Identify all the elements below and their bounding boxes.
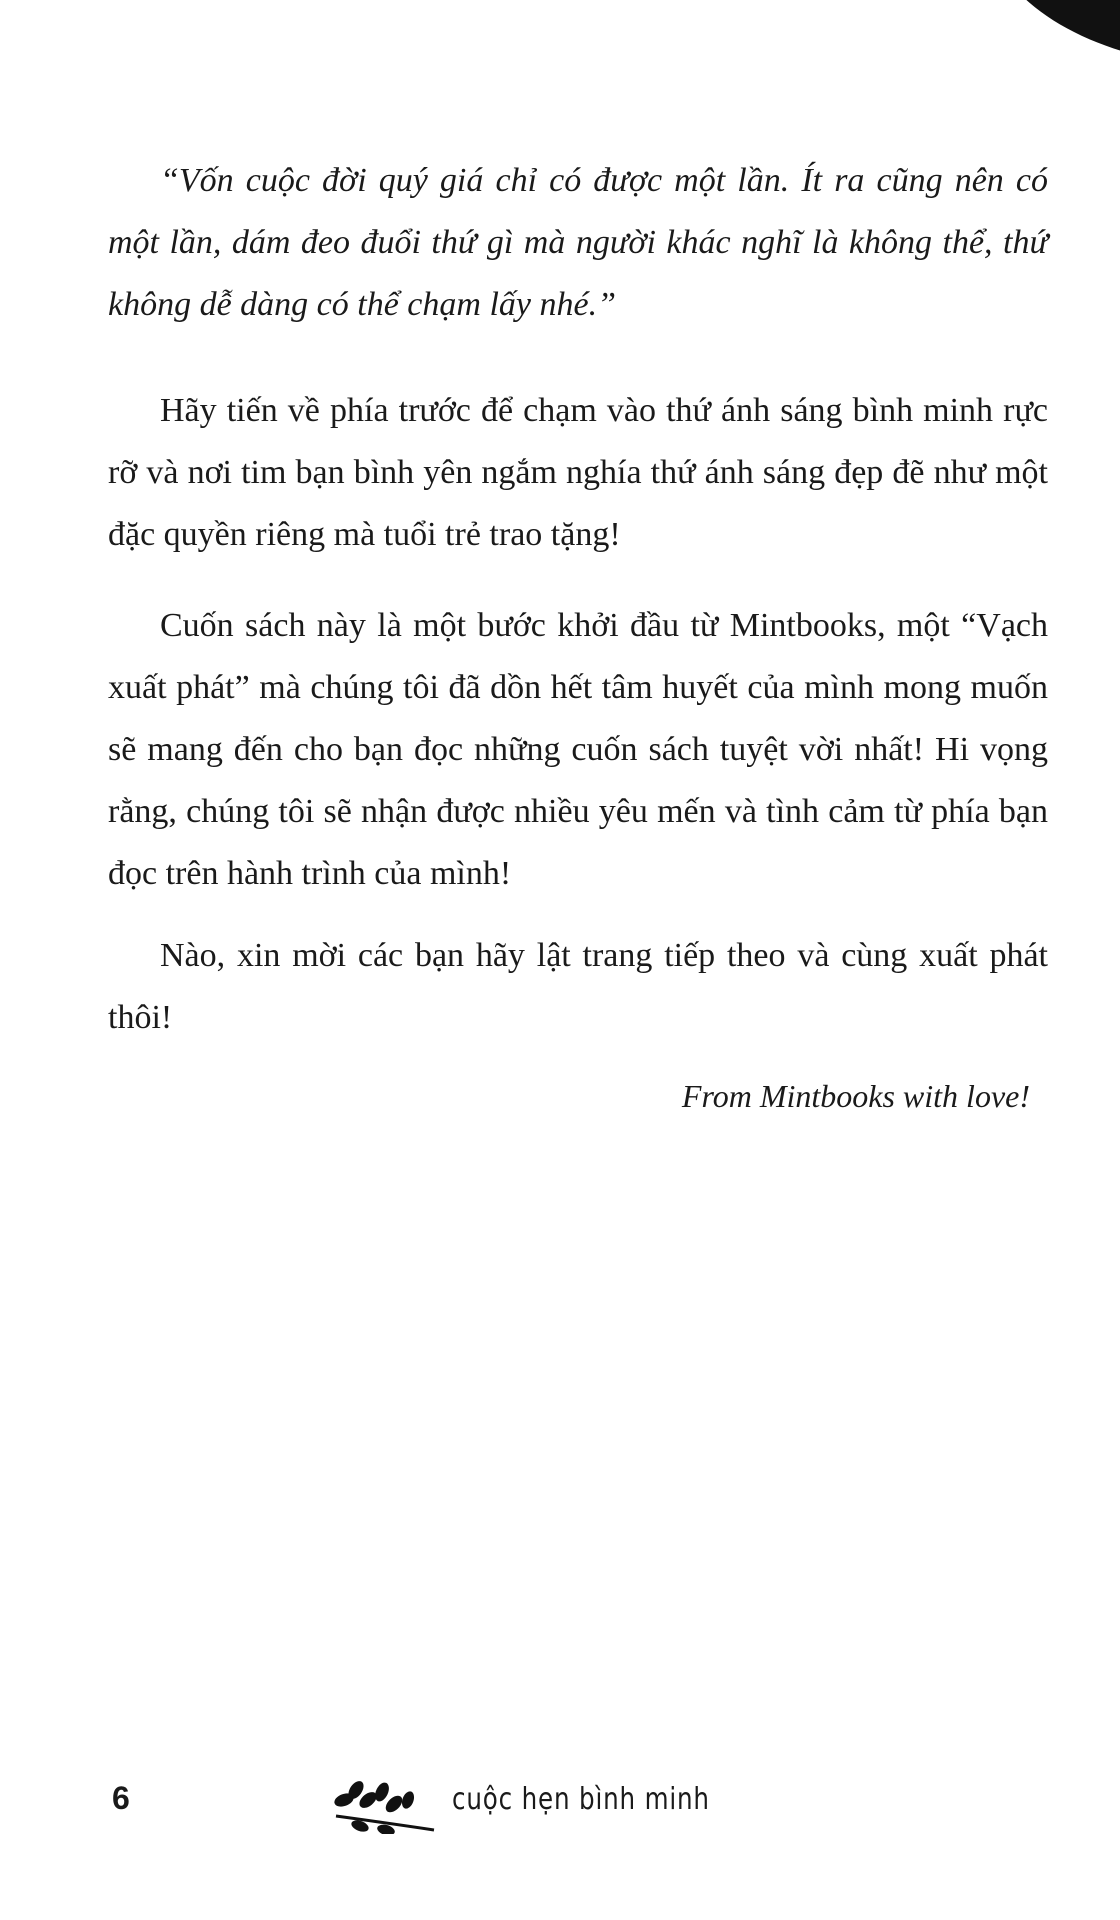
page-number: 6 [112,1780,130,1816]
paragraph-3: Nào, xin mời các bạn hãy lật trang tiếp theo và cùng xuất phát thôi! [108,937,1048,1036]
leaf-branch-icon [330,1770,440,1834]
page-corner-shadow [972,0,1120,58]
paragraph-1: Hãy tiến về phía trước để chạm vào thứ ánh sáng bình minh rực rỡ và nơi tim bạn bình yên ngắm nghía thứ ánh sáng đẹp đẽ như một đặc quyền riêng mà tuổi trẻ trao tặng! [108,392,1048,553]
page-footer [0,1770,1120,1840]
paragraph-2: Cuốn sách này là một bước khởi đầu từ Mintbooks, một “Vạch xuất phát” mà chúng tôi đã dồn hết tâm huyết của mình mong muốn sẽ mang đến cho bạn đọc những cuốn sách tuyệt vời nhất! Hi vọng rằng, chúng tôi sẽ nhận được nhiều yêu mến và tình cảm từ phía bạn đọc trên hành trình của mình! [108,607,1048,892]
signature: From Mintbooks with love! [681,1078,1030,1114]
book-title: cuộc hẹn bình minh [452,1782,710,1817]
opening-quote: “Vốn cuộc đời quý giá chỉ có được một lần. Ít ra cũng nên có một lần, dám đeo đuổi thứ gì mà người khác nghĩ là không thể, thứ không dễ dàng có thể chạm lấy nhé.” [108,162,1048,323]
